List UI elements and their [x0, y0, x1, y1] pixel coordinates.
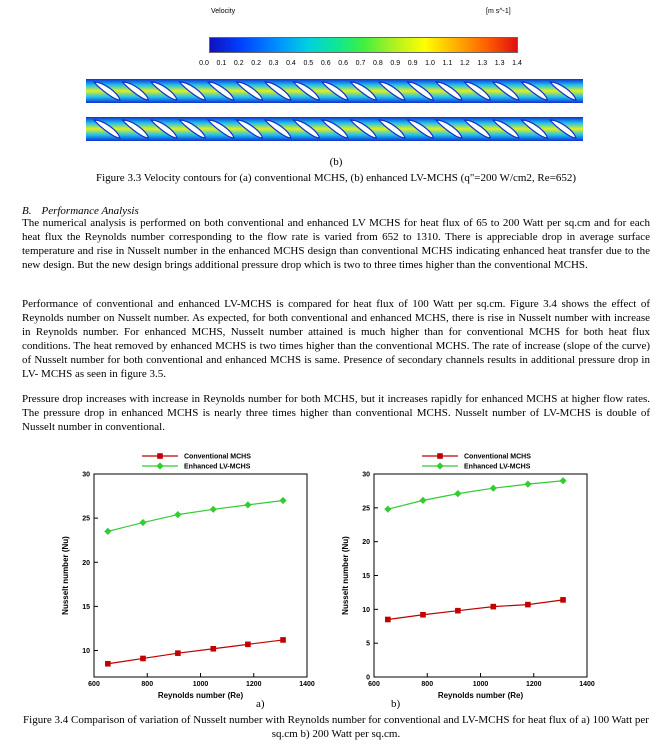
- y-tick-label: 30: [82, 471, 90, 479]
- data-point: [280, 637, 286, 643]
- y-axis-label: Nusselt number (Nu): [61, 536, 70, 615]
- data-point: [385, 617, 391, 623]
- x-tick-label: 600: [368, 681, 380, 688]
- colorbar-tick: 0.8: [373, 60, 383, 67]
- velocity-contour-image: [86, 73, 583, 150]
- colorbar-tick: 0.7: [355, 60, 366, 67]
- data-point: [559, 477, 566, 484]
- series-line: [388, 481, 563, 509]
- colorbar-tick: 1.4: [512, 60, 522, 67]
- x-axis-label: Reynolds number (Re): [437, 691, 524, 700]
- chart-a-svg: [42, 448, 337, 700]
- colorbar-tick: 1.3: [494, 60, 505, 67]
- legend-label: Conventional MCHS: [464, 453, 531, 461]
- data-point: [490, 604, 496, 610]
- x-tick-label: 1200: [525, 681, 542, 688]
- colorbar-tick: 1.0: [425, 60, 435, 67]
- paragraph-1: The numerical analysis is performed on both conventional and enhanced LV MCHS for heat flux of 65 to 200 Watt per sq.cm and for each heat flux the Reynolds number corresponding to the flow rate is varied from 652 to 1310. There is appreciable drop in average surface temperature and rise in Nusselt number in the enhanced MCHS design than conventional MCHS indicating enhanced heat transfer due to the new design. But the new design brings additional pressure drop which is two to three times higher than the conventional MCHS.: [22, 217, 650, 271]
- figure-3-4-caption: Figure 3.4 Comparison of variation of Nusselt number with Reynolds number for conventional and LV-MCHS for heat flux of a) 100 Watt per sq.cm b) 200 Watt per sq.cm.: [23, 714, 649, 740]
- colorbar-tick: 1.2: [459, 60, 470, 67]
- data-point: [454, 490, 461, 497]
- legend-swatch-marker: [157, 453, 163, 459]
- data-point: [525, 602, 531, 608]
- paragraph-2: Performance of conventional and enhanced LV-MCHS is compared for heat flux of 100 Watt per sq.cm. Figure 3.4 shows the effect of Reynolds number on Nusselt number. As expected, for both conventional and enhanced MCHS, there is rise in Nusselt number with increase in Reynolds number. For enhanced MCHS, Nusselt number attained is much higher than for conventional MCHS for both heat flux conditions. The heat removed by enhanced MCHS is two times higher than the conventional MCHS. The rate of increase (slope of the curve) of Nusselt number for both conventional and enhanced MCHS is same. Presence of secondary channels results in additional pressure drop in LV- MCHS as seen in figure 3.5.: [22, 298, 650, 380]
- y-tick-label: 0: [366, 674, 370, 682]
- colorbar-title: Velocity: [211, 8, 236, 15]
- colorbar-tick: 0.2: [233, 60, 244, 67]
- y-tick-label: 30: [362, 471, 370, 479]
- y-tick-label: 5: [366, 640, 370, 648]
- x-tick-label: 1400: [579, 681, 595, 688]
- data-point: [140, 656, 146, 662]
- velocity-colorbar: [209, 37, 518, 53]
- series-line: [108, 500, 283, 531]
- figure-3-3-caption: Figure 3.3 Velocity contours for (a) conventional MCHS, (b) enhanced LV-MCHS (q"=200 W/cm2, Re=652): [95, 172, 577, 184]
- data-point: [455, 608, 461, 614]
- section-title: Performance Analysis: [41, 205, 139, 217]
- figure-3-4-sublabel-a: a): [256, 698, 265, 710]
- x-tick-label: 1200: [245, 681, 262, 688]
- colorbar-tick: 0.2: [251, 60, 262, 67]
- paragraph-3: Pressure drop increases with increase in Reynolds number for both MCHS, but it increases rapidly for enhanced MCHS at higher flow rates. The pressure drop in enhanced MCHS is nearly three times higher than conventional MCHS. Nusselt number of LV-MCHS is double of Nusselt number in conventional.: [22, 393, 650, 433]
- data-point: [244, 501, 251, 508]
- colorbar-tick: 0.6: [320, 60, 331, 67]
- colorbar-tick: 0.1: [216, 60, 227, 67]
- x-tick-label: 800: [141, 681, 154, 688]
- data-point: [105, 661, 111, 667]
- x-tick-label: 800: [421, 681, 434, 688]
- y-tick-label: 25: [82, 515, 90, 523]
- colorbar-tick: 0.5: [303, 60, 314, 67]
- y-tick-label: 20: [82, 559, 90, 567]
- figure-3-4-sublabel-b: b): [391, 698, 401, 710]
- colorbar-tick: 0.0: [199, 60, 209, 67]
- data-point: [279, 497, 286, 504]
- data-point: [245, 642, 251, 648]
- y-tick-label: 20: [362, 539, 370, 547]
- x-axis-label: Reynolds number (Re): [157, 691, 244, 700]
- legend-swatch-marker: [437, 453, 443, 459]
- data-point: [419, 497, 426, 504]
- section-heading: [22, 205, 139, 217]
- data-point: [175, 650, 181, 656]
- y-axis-label: Nusselt number (Nu): [341, 536, 350, 615]
- section-letter: B.: [22, 205, 32, 217]
- chart-b-svg: [322, 448, 617, 700]
- chart-b: [322, 448, 617, 700]
- data-point: [210, 646, 216, 652]
- y-tick-label: 10: [362, 606, 370, 614]
- data-point: [524, 481, 531, 488]
- data-point: [490, 485, 497, 492]
- colorbar-tick: 0.9: [390, 60, 401, 67]
- series-line: [108, 640, 283, 664]
- colorbar-tick: 0.3: [268, 60, 279, 67]
- colorbar-tick: 0.9: [407, 60, 418, 67]
- legend-swatch-marker: [436, 462, 443, 469]
- legend-swatch-marker: [156, 462, 163, 469]
- legend-label: Conventional MCHS: [184, 453, 251, 461]
- y-tick-label: 10: [82, 648, 90, 656]
- data-point: [104, 528, 111, 535]
- y-tick-label: 15: [82, 603, 90, 611]
- figure-3-3-sublabel: (b): [329, 156, 343, 168]
- data-point: [420, 612, 426, 618]
- x-tick-label: 1000: [472, 681, 489, 688]
- colorbar-tick: 0.4: [286, 60, 296, 67]
- colorbar-tick: 1.1: [442, 60, 453, 67]
- data-point: [560, 597, 566, 603]
- legend-label: Enhanced LV-MCHS: [184, 463, 251, 471]
- colorbar-tick: 0.6: [338, 60, 348, 67]
- colorbar-ticks: [196, 60, 526, 70]
- data-point: [384, 506, 391, 513]
- legend-label: Enhanced LV-MCHS: [464, 463, 531, 471]
- chart-a: [42, 448, 337, 700]
- y-tick-label: 25: [362, 505, 370, 513]
- data-point: [174, 511, 181, 518]
- plot-frame: [94, 474, 307, 677]
- colorbar-units: [m s^-1]: [486, 8, 511, 15]
- x-tick-label: 600: [88, 681, 100, 688]
- data-point: [139, 519, 146, 526]
- series-line: [388, 600, 563, 620]
- x-tick-label: 1400: [299, 681, 315, 688]
- y-tick-label: 15: [362, 573, 370, 580]
- x-tick-label: 1000: [192, 681, 209, 688]
- data-point: [210, 506, 217, 513]
- colorbar-tick: 1.3: [477, 60, 488, 67]
